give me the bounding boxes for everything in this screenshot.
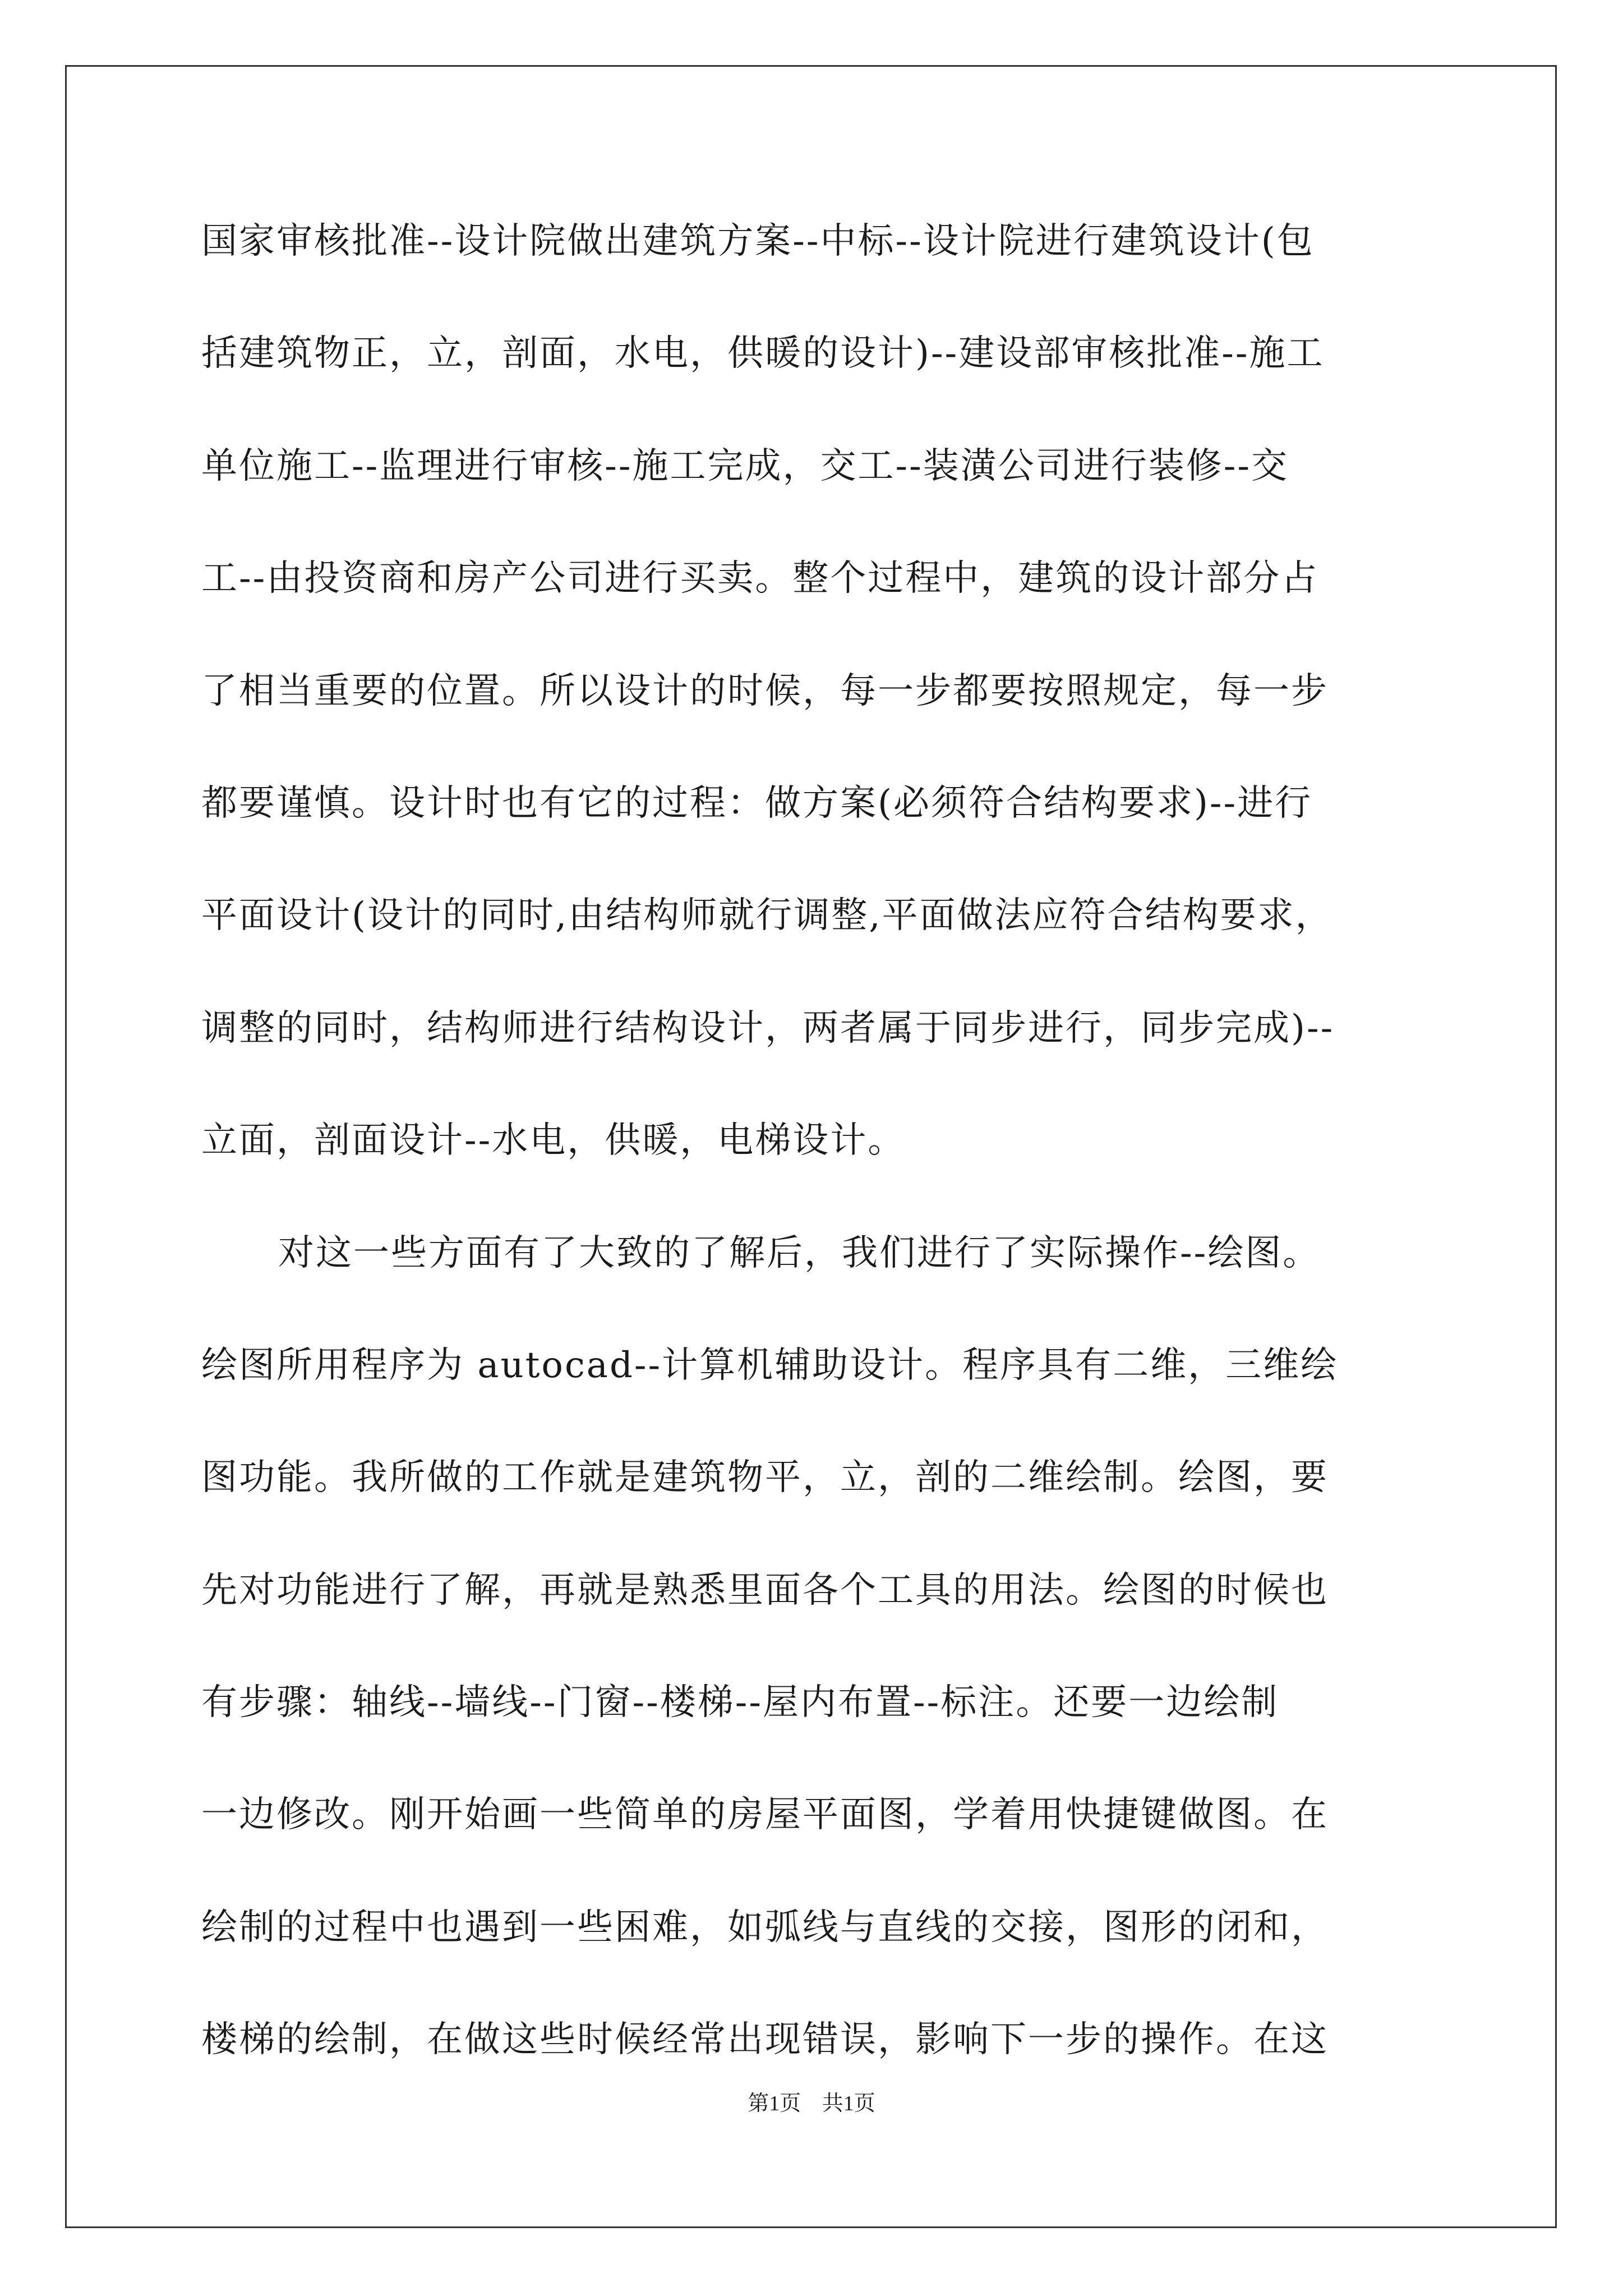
text-line: 调整的同时，结构师进行结构设计，两者属于同步进行，同步完成)-- — [201, 1007, 1335, 1049]
text-line: 工--由投资商和房产公司进行买卖。整个过程中，建筑的设计部分占 — [201, 558, 1319, 600]
text-line: 括建筑物正，立，剖面，水电，供暖的设计)--建设部审核批准--施工 — [201, 333, 1325, 375]
body-text — [201, 185, 1422, 2096]
text-line: 绘图所用程序为 autocad--计算机辅助设计。程序具有二维，三维绘 — [201, 1344, 1339, 1386]
text-line: 先对功能进行了解，再就是熟悉里面各个工具的用法。绘图的时候也 — [201, 1569, 1329, 1611]
text-line: 平面设计(设计的同时,由结构师就行调整,平面做法应符合结构要求， — [201, 895, 1333, 937]
text-line: 绘制的过程中也遇到一些困难，如弧线与直线的交接，图形的闭和， — [201, 1906, 1329, 1948]
page-footer — [0, 2086, 1623, 2116]
text-line: 都要谨慎。设计时也有它的过程：做方案(必须符合结构要求)--进行 — [201, 782, 1313, 824]
text-line: 了相当重要的位置。所以设计的时候，每一步都要按照规定，每一步 — [201, 670, 1329, 712]
text-line: 单位施工--监理进行审核--施工完成，交工--装潢公司进行装修--交 — [201, 445, 1289, 487]
text-line: 立面，剖面设计--水电，供暖，电梯设计。 — [201, 1120, 906, 1162]
page-number: 第1页 — [748, 2092, 801, 2115]
text-line: 对这一些方面有了大致的了解后，我们进行了实际操作--绘图。 — [278, 1232, 1321, 1274]
text-line: 一边修改。刚开始画一些简单的房屋平面图，学着用快捷键做图。在 — [201, 1794, 1329, 1836]
text-line: 楼梯的绘制，在做这些时候经常出现错误，影响下一步的操作。在这 — [201, 2019, 1329, 2061]
text-line: 图功能。我所做的工作就是建筑物平，立，剖的二维绘制。绘图，要 — [201, 1457, 1329, 1499]
text-line: 有步骤：轴线--墙线--门窗--楼梯--屋内布置--标注。还要一边绘制 — [201, 1682, 1279, 1724]
text-line: 国家审核批准--设计院做出建筑方案--中标--设计院进行建筑设计(包 — [201, 220, 1315, 262]
page-total: 共1页 — [822, 2092, 875, 2115]
